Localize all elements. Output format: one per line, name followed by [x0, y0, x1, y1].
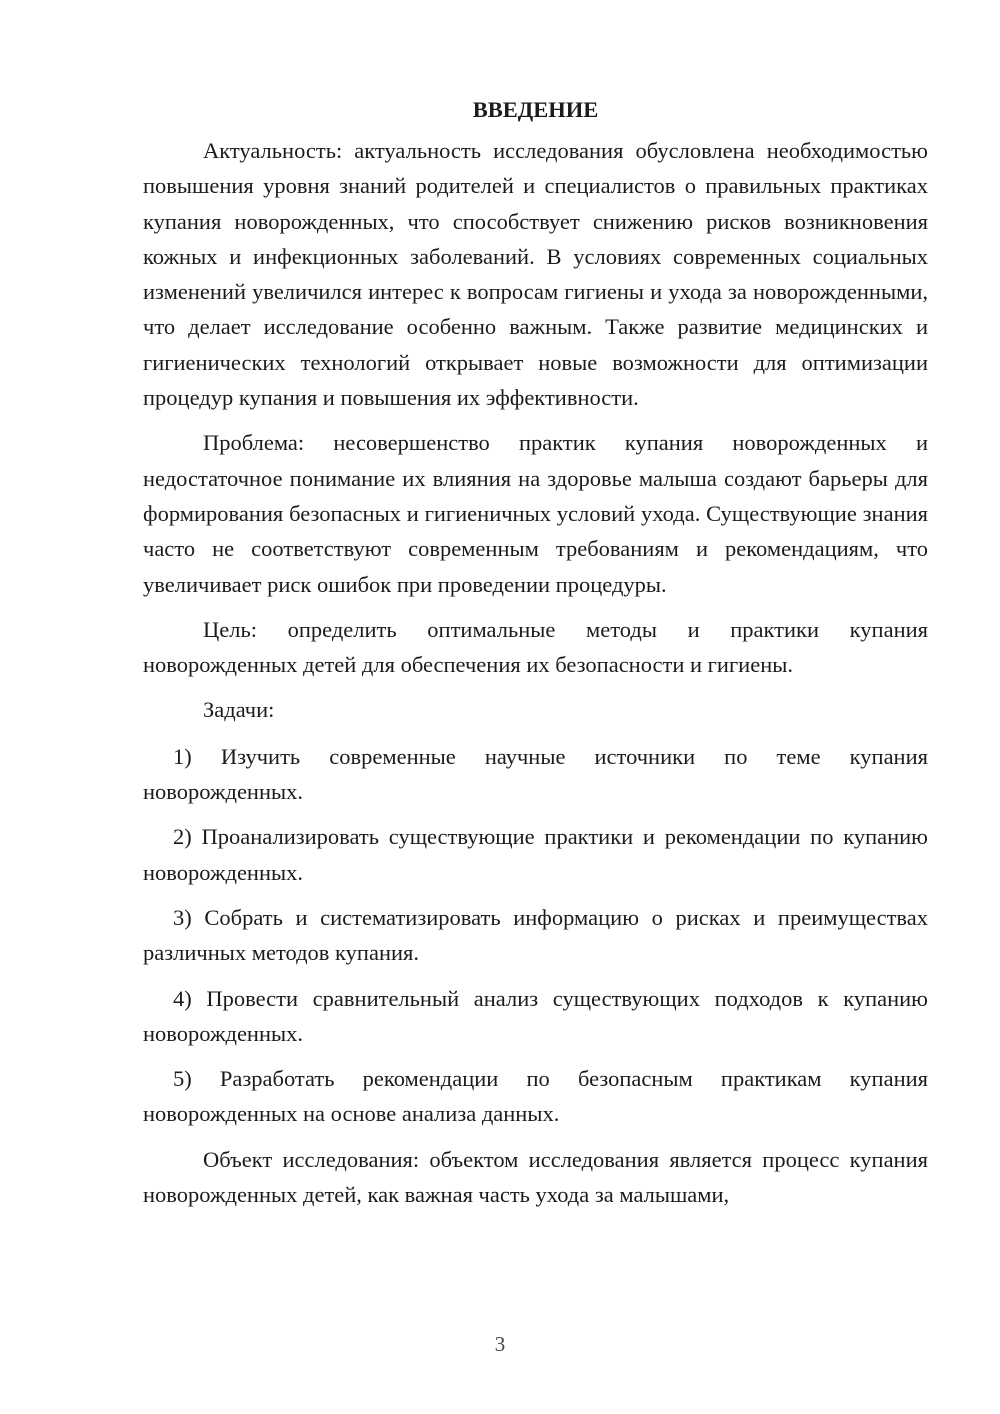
task-item: 4) Провести сравнительный анализ существующих подходов к купанию новорожденных.	[143, 985, 928, 1046]
task-item: 1) Изучить современные научные источники по теме купания новорожденных.	[143, 743, 928, 805]
task-item: 2) Проанализировать существующие практики и рекомендации по купанию новорожденных.	[143, 824, 928, 885]
page-number: 3	[494, 1332, 506, 1356]
page-content	[143, 92, 928, 1222]
task-item: 5) Разработать рекомендации по безопасным практикам купания новорожденных на основе анализа данных.	[143, 1066, 928, 1127]
task-list	[143, 739, 928, 1132]
paragraph-problem: Проблема: несовершенство практик купания новорожденных и недостаточное понимание их влияния на здоровье малыша создают барьеры для формирования безопасных и гигиеничных условий ухода. Существующие знания часто не соответствуют современным требованиям и рекомендациям, что увеличивает риск ошибок при проведении процедуры.	[143, 430, 928, 597]
task-item: 3) Собрать и систематизировать информацию о рисках и преимуществах различных методов купания.	[143, 904, 928, 966]
paragraph-goal: Цель: определить оптимальные методы и практики купания новорожденных детей для обеспечения их безопасности и гигиены.	[143, 616, 928, 678]
tasks-label: Задачи:	[203, 697, 275, 723]
section-heading: ВВЕДЕНИЕ	[472, 97, 599, 122]
paragraph-object: Объект исследования: объектом исследования является процесс купания новорожденных детей, как важная часть ухода за малышами,	[143, 1146, 928, 1208]
paragraph-relevance: Актуальность: актуальность исследования обусловлена необходимостью повышения уровня знаний родителей и специалистов о правильных практиках купания новорожденных, что способствует снижению рисков возникновения кожных и инфекционных заболеваний. В условиях современных социальных изменений увеличился интерес к вопросам гигиены и ухода за новорожденными, что делает исследование особенно важным. Также развитие медицинских и гигиенических технологий открывает новые возможности для оптимизации процедур купания и повышения их эффективности.	[143, 138, 928, 411]
